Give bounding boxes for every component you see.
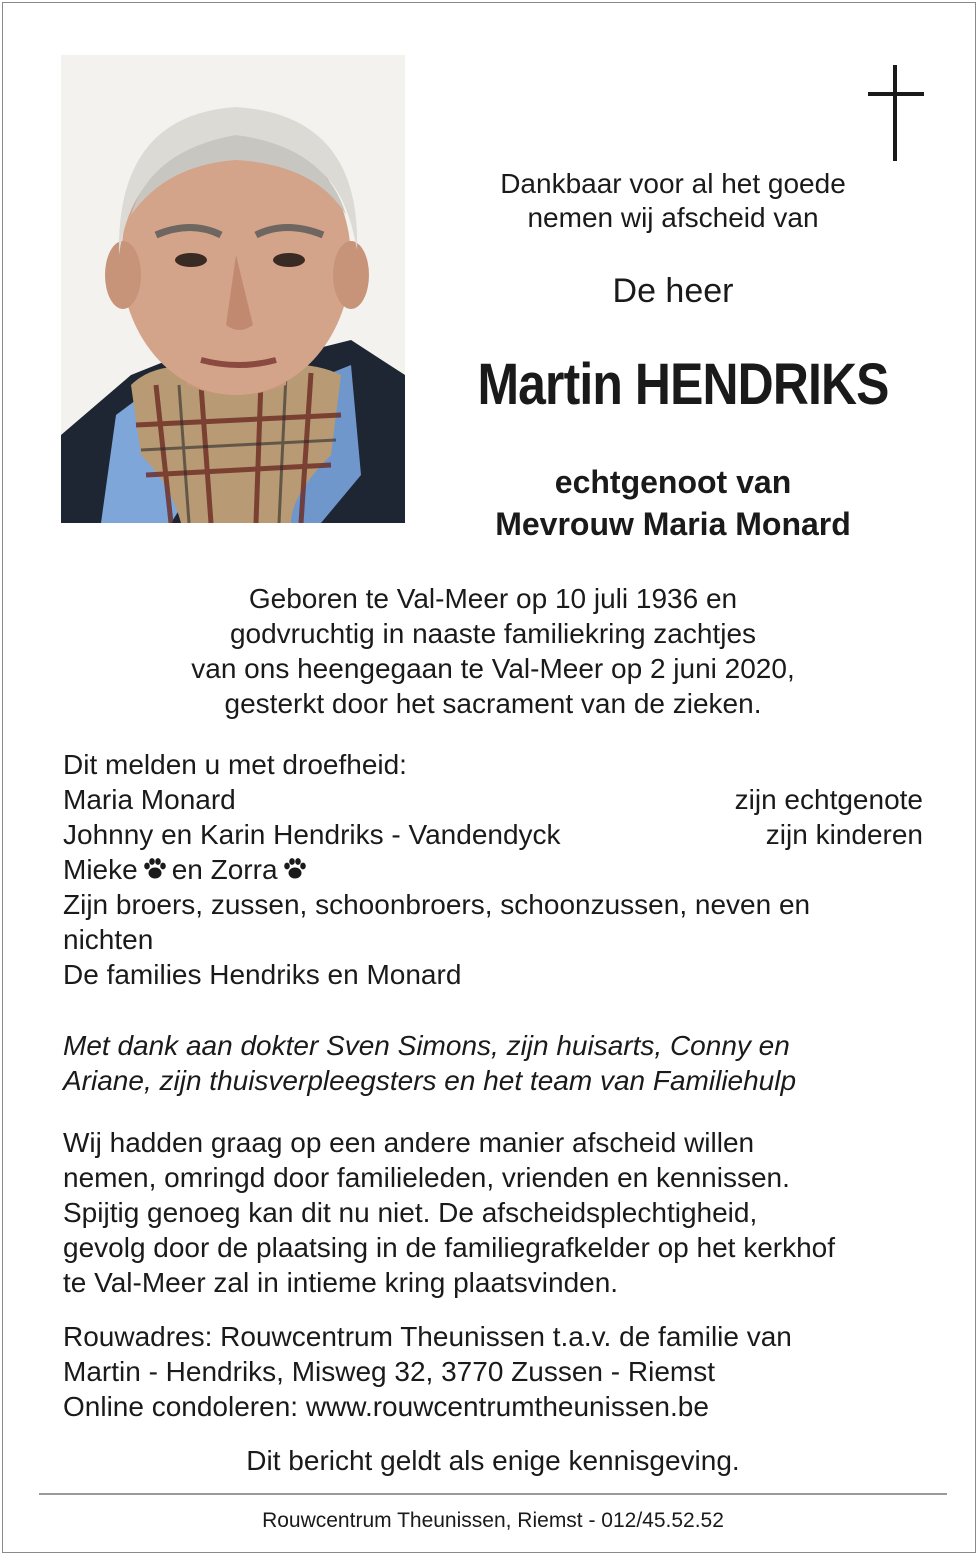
spouse-line: echtgenoot van	[554, 464, 792, 500]
families-line: De families Hendriks en Monard	[63, 959, 462, 990]
text-line: godvruchtig in naaste familiekring zachtjes	[229, 618, 757, 649]
text-line: te Val-Meer zal in intieme kring plaatsvinden.	[63, 1267, 619, 1298]
family-row	[63, 817, 923, 852]
address-text	[63, 1319, 923, 1424]
text-line: nemen, omringd door familieleden, vrienden en kennissen.	[63, 1162, 790, 1193]
thanks-text	[63, 1028, 923, 1098]
text-line: gesterkt door het sacrament van de zieken.	[224, 688, 762, 719]
divider	[39, 1493, 947, 1495]
notice-text: Dit bericht geldt als enige kennisgeving.	[246, 1445, 740, 1476]
family-row	[63, 782, 923, 817]
farewell-text	[63, 1125, 923, 1300]
birth-death-text	[43, 581, 943, 721]
text-line: Wij hadden graag op een andere manier afscheid willen	[63, 1127, 755, 1158]
text-line: van ons heengegaan te Val-Meer op 2 juni 2020,	[191, 653, 795, 684]
intro-line: Dankbaar voor al het goede	[500, 168, 846, 199]
text-line: Geboren te Val-Meer op 10 juli 1936 en	[248, 583, 738, 614]
intro-text	[423, 167, 923, 235]
salutation: De heer	[612, 272, 734, 310]
condolence-link[interactable]: Online condoleren: www.rouwcentrumtheunissen.be	[63, 1391, 709, 1422]
text-line: Ariane, zijn thuisverpleegsters en het team van Familiehulp	[63, 1065, 797, 1096]
footer-text: Rouwcentrum Theunissen, Riemst - 012/45.52.52	[262, 1509, 724, 1532]
intro-line: nemen wij afscheid van	[527, 202, 819, 233]
cross-icon	[866, 65, 926, 163]
spouse-info	[423, 461, 923, 545]
portrait-photo	[61, 55, 405, 523]
siblings-line: Zijn broers, zussen, schoonbroers, schoonzussen, neven en	[63, 889, 811, 920]
pets-line	[63, 852, 923, 887]
family-heading: Dit melden u met droefheid:	[63, 749, 407, 780]
deceased-name: Martin HENDRIKS	[477, 352, 889, 417]
text-line: Spijtig genoeg kan dit nu niet. De afscheidsplechtigheid,	[63, 1197, 758, 1228]
text-line: gevolg door de plaatsing in de familiegrafkelder op het kerkhof	[63, 1232, 836, 1263]
paw-print-icon	[142, 856, 168, 882]
family-member: Johnny en Karin Hendriks - Vandendyck	[63, 819, 561, 850]
text-line: Rouwadres: Rouwcentrum Theunissen t.a.v. de familie van	[63, 1321, 792, 1352]
family-role: zijn kinderen	[765, 819, 923, 850]
pet-name: Mieke	[63, 854, 138, 885]
text-line: Met dank aan dokter Sven Simons, zijn huisarts, Conny en	[63, 1030, 790, 1061]
paw-print-icon	[282, 856, 308, 882]
family-member: Maria Monard	[63, 784, 236, 815]
obituary-card	[2, 2, 976, 1553]
spouse-line: Mevrouw Maria Monard	[495, 506, 851, 542]
siblings-line: nichten	[63, 924, 154, 955]
family-list	[63, 747, 923, 992]
text-line: Martin - Hendriks, Misweg 32, 3770 Zussen - Riemst	[63, 1356, 715, 1387]
pet-name: en Zorra	[171, 854, 278, 885]
family-role: zijn echtgenote	[734, 784, 923, 815]
